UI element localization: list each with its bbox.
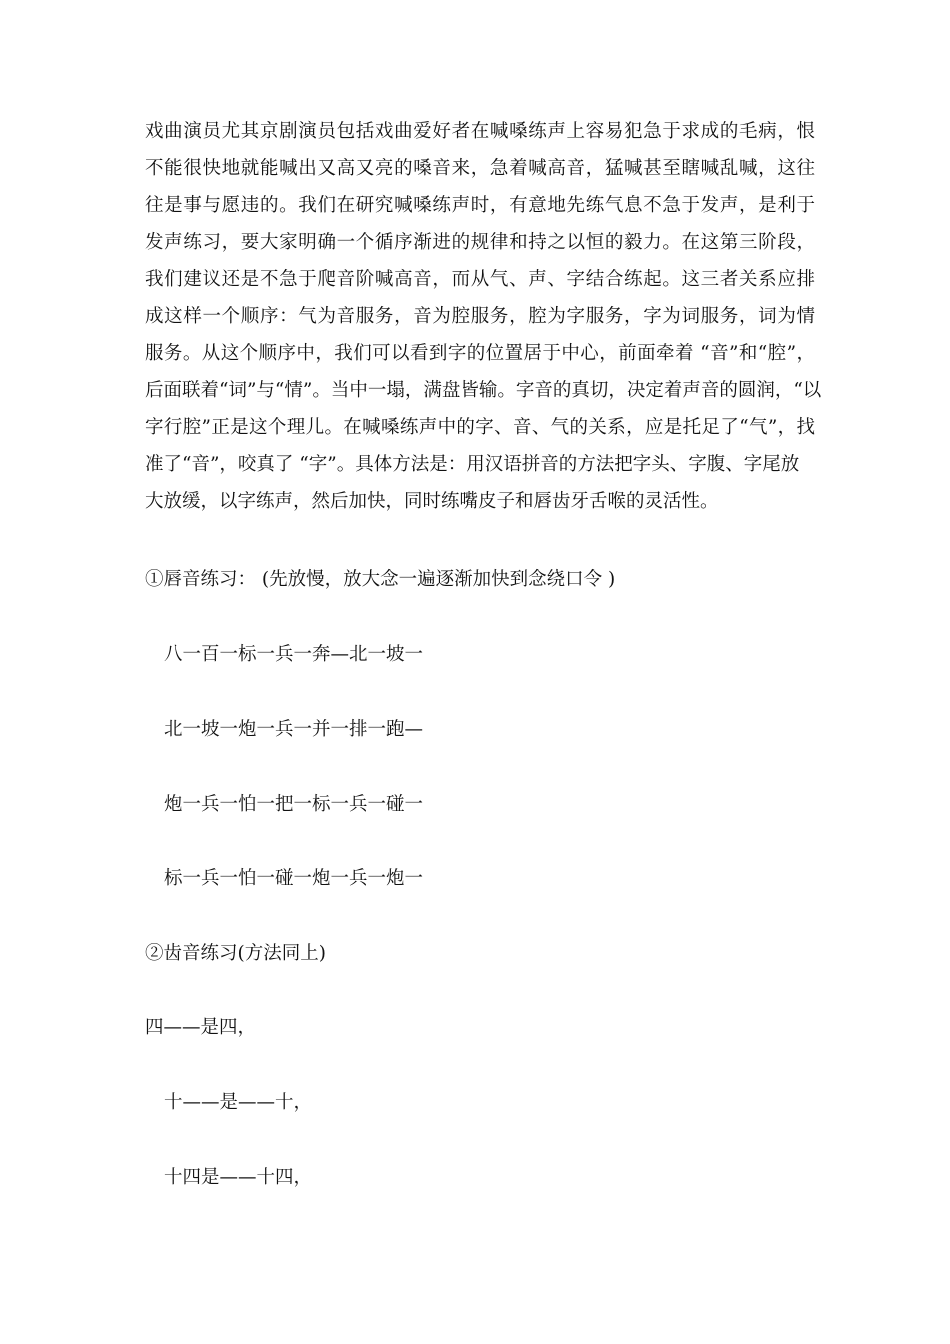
paragraph-line: 成这样一个顺序：气为音服务，音为腔服务，腔为字服务，字为词服务，词为情: [145, 306, 815, 327]
paragraph-line: 服务。从这个顺序中，我们可以看到字的位置居于中心，前面牵着 “音”和“腔”，: [145, 343, 815, 364]
lip-practice-line: 炮一兵一怕一把一标一兵一碰一: [164, 794, 424, 815]
paragraph-line: 戏曲演员尤其京剧演员包括戏曲爱好者在喊嗓练声上容易犯急于求成的毛病，恨: [145, 121, 815, 142]
teeth-practice-line: 四——是四，: [145, 1017, 257, 1038]
teeth-practice-line: 十四是——十四，: [164, 1167, 313, 1188]
lip-practice-heading: ①唇音练习： (先放慢，放大念一遍逐渐加快到念绕口令 ): [145, 569, 616, 590]
lip-practice-line: 八一百一标一兵一奔—北一坡一: [164, 644, 424, 665]
paragraph-line: 准了“音”，咬真了 “字”。具体方法是：用汉语拼音的方法把字头、字腹、字尾放: [145, 454, 800, 475]
paragraph-line: 我们建议还是不急于爬音阶喊高音，而从气、声、字结合练起。这三者关系应排: [145, 269, 815, 290]
paragraph-line: 不能很快地就能喊出又高又亮的嗓音来，急着喊高音，猛喊甚至瞎喊乱喊，这往: [145, 158, 815, 179]
paragraph-line: 后面联着“词”与“情”。当中一塌，满盘皆输。字音的真切，决定着声音的圆润，“以: [145, 380, 822, 401]
paragraph-line: 往是事与愿违的。我们在研究喊嗓练声时，有意地先练气息不急于发声，是利于: [145, 195, 815, 216]
teeth-practice-line: 十——是——十，: [164, 1092, 313, 1113]
lip-practice-line: 北一坡一炮一兵一并一排一跑—: [164, 719, 424, 740]
lip-practice-line: 标一兵一怕一碰一炮一兵一炮一: [164, 868, 424, 889]
paragraph-line: 发声练习，要大家明确一个循序渐进的规律和持之以恒的毅力。在这第三阶段，: [145, 232, 815, 253]
paragraph-line: 大放缓，以字练声，然后加快，同时练嘴皮子和唇齿牙舌喉的灵活性。: [145, 491, 719, 512]
teeth-practice-heading: ②齿音练习(方法同上): [145, 943, 326, 964]
paragraph-line: 字行腔”正是这个理儿。在喊嗓练声中的字、音、气的关系，应是托足了“气”，找: [145, 417, 815, 438]
